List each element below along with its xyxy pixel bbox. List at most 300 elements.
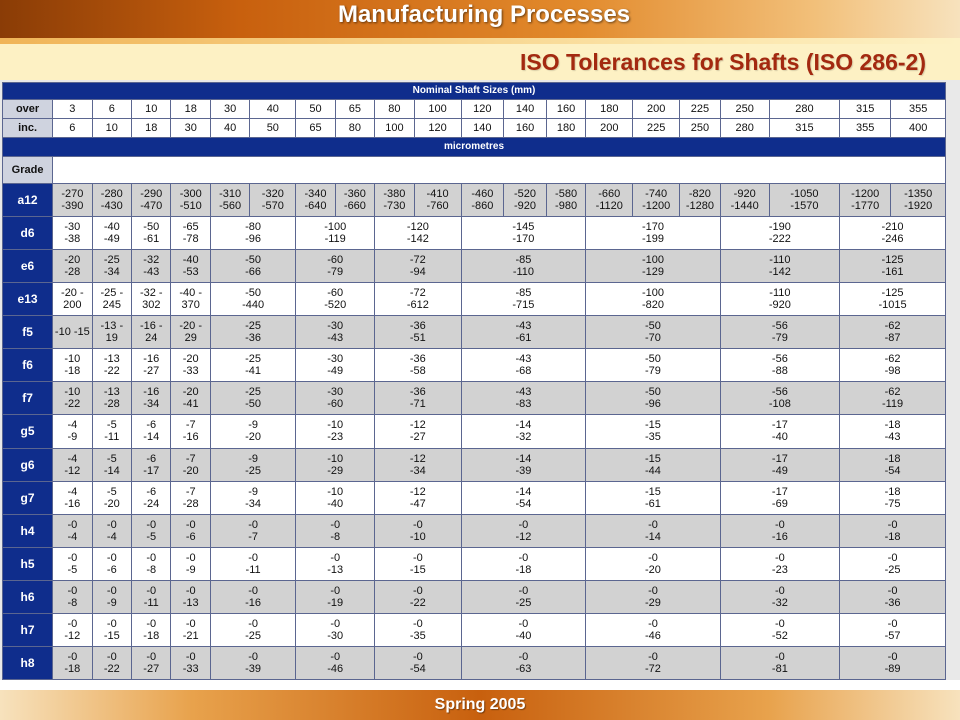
lower-deviation: -1015 [878,299,907,312]
lower-deviation: -20 [645,563,661,576]
tolerance-cell [171,448,210,481]
tolerance-cell [171,349,210,382]
lower-deviation: -129 [641,266,664,279]
size-header-row [3,83,946,100]
tolerance-cell [53,349,92,382]
over-value: 355 [891,100,946,119]
lower-deviation: -40 [327,497,344,510]
tolerance-cell [840,514,946,547]
tolerance-cell [375,481,461,514]
tolerance-cell [461,481,586,514]
lower-deviation: -13 [327,563,344,576]
upper-deviation: -740 [645,188,668,201]
lower-deviation: -25 [245,464,262,477]
grade-name: g7 [3,481,53,514]
tolerance-cell [171,217,210,250]
lower-deviation: -94 [409,266,426,279]
inc-value: 80 [335,119,374,138]
grade-header-row [3,157,946,184]
tolerance-cell [53,184,92,217]
tolerance-cell [132,250,171,283]
over-value: 315 [840,100,891,119]
lower-deviation: -53 [182,266,199,279]
lower-deviation: -560 [219,200,242,213]
upper-deviation: -0 [412,518,423,531]
lower-deviation: -4 [106,530,117,543]
tolerance-cell [586,547,720,580]
tolerance-cell [375,250,461,283]
tolerance-cell [92,514,131,547]
lower-deviation: -54 [884,464,901,477]
upper-deviation: -10 [64,386,81,399]
upper-deviation: -0 [648,551,658,564]
lower-deviation: -29 [645,596,661,609]
grade-name: h5 [3,547,53,580]
tolerance-cell [92,547,131,580]
tolerance-cell [92,250,131,283]
upper-deviation: -0 [106,551,117,564]
lower-deviation: -43 [884,431,901,444]
upper-deviation: -6 [146,452,157,465]
upper-deviation: -9 [248,419,258,432]
lower-deviation: -9 [185,563,196,576]
tolerance-cell [53,382,92,415]
tolerance-cell [296,646,375,679]
lower-deviation: -1200 [642,200,671,213]
upper-deviation: -56 [771,386,788,399]
lower-deviation: -96 [245,233,262,246]
upper-deviation: -0 [518,584,529,597]
tolerance-cell [840,646,946,679]
inc-value: 6 [53,119,92,138]
upper-deviation: -17 [771,419,788,432]
upper-deviation: -340 [304,188,327,201]
lower-deviation: -199 [641,233,664,246]
lower-deviation: -612 [406,299,429,312]
tolerance-cell [720,448,839,481]
tolerance-cell [132,547,171,580]
tolerance-cell [840,217,946,250]
upper-deviation: -0 [106,650,117,663]
lower-deviation: -60 [327,398,344,411]
upper-deviation: -36 [409,386,426,399]
lower-deviation: -8 [146,563,157,576]
over-value: 225 [680,100,721,119]
upper-deviation: -60 [327,287,344,300]
upper-deviation: -15 [645,485,661,498]
tolerance-cell [840,448,946,481]
upper-deviation: -50 [245,254,262,267]
tolerance-cell [720,547,839,580]
tolerance-cell [210,646,295,679]
over-value: 10 [132,100,171,119]
grade-name: f5 [3,316,53,349]
tolerance-cell [504,184,547,217]
lower-deviation: -16 [182,431,199,444]
lower-deviation: -11 [143,596,159,609]
tolerance-cell [210,316,295,349]
tolerance-cell [210,283,295,316]
lower-deviation: -430 [100,200,123,213]
tolerance-cell [53,283,92,316]
tolerance-cell [586,184,633,217]
lower-deviation: -71 [409,398,426,411]
lower-deviation: 29 [184,332,197,345]
lower-deviation: -8 [67,596,78,609]
tolerance-cell [296,514,375,547]
tolerance-cell [132,382,171,415]
tolerance-cell [296,283,375,316]
lower-deviation: -72 [645,662,661,675]
inc-value: 100 [375,119,414,138]
tolerance-cell [720,514,839,547]
tolerance-cell [53,448,92,481]
upper-deviation: -50 [645,320,661,333]
lower-deviation: -66 [245,266,262,279]
lower-deviation: -27 [143,365,160,378]
tolerance-cell [210,448,295,481]
lower-deviation: -88 [771,365,788,378]
tolerance-cell [840,382,946,415]
tolerance-cell [840,283,946,316]
upper-deviation: -580 [555,188,578,201]
tolerance-cell [461,316,586,349]
upper-deviation: -0 [330,518,341,531]
tolerance-cell [53,316,92,349]
tolerance-cell [586,415,720,448]
grade-name: d6 [3,217,53,250]
upper-deviation: -25 [103,254,120,267]
lower-deviation: -570 [261,200,284,213]
lower-deviation: -16 [64,497,81,510]
tolerance-cell [586,580,720,613]
upper-deviation: -50 [143,221,160,234]
tolerance-cell [461,349,586,382]
upper-deviation: -32 - [139,287,163,300]
upper-deviation: -0 [185,551,196,564]
upper-deviation: -25 [245,386,262,399]
grade-row [3,382,946,415]
lower-deviation: -32 [771,596,788,609]
tolerance-cell [375,283,461,316]
lower-deviation: -28 [64,266,81,279]
upper-deviation: -280 [100,188,123,201]
tolerance-cell [53,580,92,613]
upper-deviation: -0 [248,617,258,630]
lower-deviation: -27 [409,431,426,444]
tolerance-cell [680,184,721,217]
inc-value: 180 [546,119,585,138]
upper-deviation: -0 [146,518,157,531]
lower-deviation: -68 [515,365,532,378]
lower-deviation: -61 [645,497,661,510]
upper-deviation: -0 [412,650,423,663]
upper-deviation: -0 [67,518,78,531]
lower-deviation: -20 [245,431,262,444]
lower-deviation: -47 [409,497,426,510]
upper-deviation: -0 [648,584,658,597]
lower-deviation: -21 [182,629,199,642]
lower-deviation: -860 [471,200,494,213]
lower-deviation: -24 [143,497,160,510]
tolerance-cell [586,349,720,382]
upper-deviation: -0 [412,617,423,630]
over-value: 280 [769,100,839,119]
lower-deviation: -22 [409,596,426,609]
grade-row [3,316,946,349]
lower-deviation: -19 [327,596,344,609]
upper-deviation: -30 [327,386,344,399]
upper-deviation: -72 [409,287,426,300]
upper-deviation: -0 [412,551,423,564]
tolerance-cell [375,514,461,547]
tolerance-cell [461,613,586,646]
grade-row [3,448,946,481]
lower-deviation: 370 [181,299,200,312]
lower-deviation: -96 [645,398,661,411]
upper-deviation: -36 [409,353,426,366]
lower-deviation: -35 [409,629,426,642]
tolerance-cell [132,283,171,316]
tolerance-cell [586,316,720,349]
upper-deviation: -0 [106,617,117,630]
upper-deviation: -10 -15 [54,326,90,339]
lower-deviation: -715 [512,299,535,312]
lower-deviation: -1770 [851,200,880,213]
footer-text: Spring 2005 [434,696,526,713]
lower-deviation: -61 [515,332,532,345]
lower-deviation: -23 [327,431,344,444]
upper-deviation: -36 [409,320,426,333]
grade-name: g6 [3,448,53,481]
upper-deviation: -18 [884,419,901,432]
upper-deviation: -85 [515,254,532,267]
tolerance-cell [461,547,586,580]
lower-deviation: -78 [182,233,199,246]
lower-deviation: -40 [771,431,788,444]
lower-deviation: -36 [245,332,262,345]
tolerance-cell [210,349,295,382]
lower-deviation: -161 [881,266,904,279]
grade-name: e13 [3,283,53,316]
tolerance-cell [586,250,720,283]
lower-deviation: -44 [645,464,661,477]
grade-row [3,349,946,382]
lower-deviation: -98 [884,365,901,378]
upper-deviation: -4 [67,452,78,465]
over-row [3,100,946,119]
upper-deviation: -16 [143,353,160,366]
tolerance-cell [461,382,586,415]
tolerance-cell [296,184,335,217]
upper-deviation: -660 [598,188,621,201]
upper-deviation: -6 [146,419,157,432]
tolerance-cell [132,217,171,250]
tolerance-cell [720,250,839,283]
tolerance-cell [132,514,171,547]
tolerance-cell [375,217,461,250]
tolerance-cell [210,250,295,283]
upper-deviation: -62 [884,320,901,333]
tolerance-cell [296,580,375,613]
tolerance-cell [92,316,131,349]
lower-deviation: -22 [103,662,120,675]
tolerance-cell [840,250,946,283]
tolerance-cell [375,349,461,382]
inc-value: 250 [680,119,721,138]
tolerance-cell [210,580,295,613]
tolerance-cell [720,316,839,349]
grade-label: Grade [3,157,53,184]
lower-deviation: -20 [103,497,120,510]
lower-deviation: -58 [409,365,426,378]
tolerance-cell [171,250,210,283]
lower-deviation: -15 [409,563,426,576]
tolerance-cell [92,481,131,514]
upper-deviation: -0 [185,584,196,597]
tolerance-cell [461,514,586,547]
upper-deviation: -7 [185,419,196,432]
lower-deviation: -5 [67,563,78,576]
upper-deviation: -360 [343,188,366,201]
lower-deviation: -222 [768,233,791,246]
lower-deviation: -119 [324,233,346,246]
upper-deviation: -520 [514,188,537,201]
upper-deviation: -0 [887,617,898,630]
upper-deviation: -5 [106,452,117,465]
grade-name: h4 [3,514,53,547]
lower-deviation: -33 [182,365,199,378]
over-value: 250 [720,100,769,119]
upper-deviation: -5 [106,485,117,498]
lower-deviation: -920 [768,299,791,312]
upper-deviation: -110 [769,254,791,267]
upper-deviation: -17 [771,485,788,498]
lower-deviation: -28 [103,398,120,411]
tolerance-table [2,82,946,680]
upper-deviation: -43 [515,386,532,399]
tolerance-cell [375,448,461,481]
upper-deviation: -14 [515,419,532,432]
lower-deviation: -6 [106,563,117,576]
tolerance-cell [132,481,171,514]
grade-name: h8 [3,646,53,679]
upper-deviation: -0 [248,518,258,531]
tolerance-cell [375,547,461,580]
upper-deviation: -0 [248,551,258,564]
lower-deviation: -18 [64,662,81,675]
lower-deviation: -22 [103,365,120,378]
upper-deviation: -72 [409,254,426,267]
inc-value: 40 [210,119,249,138]
lower-deviation: -41 [245,365,262,378]
lower-deviation: -11 [104,431,120,444]
tolerance-cell [461,448,586,481]
tolerance-cell [210,547,295,580]
upper-deviation: -0 [887,551,898,564]
upper-deviation: -0 [412,584,423,597]
upper-deviation: -0 [887,518,898,531]
upper-deviation: -120 [406,221,429,234]
lower-deviation: -34 [409,464,426,477]
tolerance-cell [132,646,171,679]
upper-deviation: -43 [515,320,532,333]
upper-deviation: -0 [774,584,785,597]
upper-deviation: -7 [185,452,196,465]
inc-value: 120 [414,119,461,138]
lower-deviation: -25 [884,563,901,576]
grade-row [3,613,946,646]
upper-deviation: -110 [769,287,791,300]
inc-value: 50 [250,119,296,138]
lower-deviation: -170 [512,233,535,246]
inc-value: 315 [769,119,839,138]
upper-deviation: -0 [106,584,117,597]
tolerance-cell [633,184,680,217]
upper-deviation: -30 [327,320,344,333]
tolerance-cell [296,250,375,283]
tolerance-cell [375,316,461,349]
tolerance-cell [296,481,375,514]
tolerance-cell [132,349,171,382]
lower-deviation: -6 [185,530,196,543]
lower-deviation: -8 [330,530,341,543]
upper-deviation: -0 [774,617,785,630]
upper-deviation: -50 [645,386,661,399]
tolerance-cell [720,415,839,448]
grade-row [3,415,946,448]
lower-deviation: -34 [245,497,262,510]
upper-deviation: -0 [330,551,341,564]
upper-deviation: -40 [103,221,120,234]
over-value: 50 [296,100,335,119]
tolerance-cell [92,283,131,316]
upper-deviation: -100 [324,221,347,234]
upper-deviation: -85 [515,287,532,300]
upper-deviation: -13 - [100,320,124,333]
tolerance-cell [375,382,461,415]
tolerance-cell [586,481,720,514]
lower-deviation: -54 [409,662,426,675]
upper-deviation: -18 [884,452,901,465]
upper-deviation: -14 [515,452,532,465]
lower-deviation: -63 [515,662,532,675]
tolerance-cell [210,184,249,217]
grade-row [3,250,946,283]
lower-deviation: -39 [515,464,532,477]
upper-deviation: -0 [330,584,341,597]
tolerance-cell [210,613,295,646]
lower-deviation: -70 [645,332,661,345]
over-value: 40 [250,100,296,119]
over-value: 160 [546,100,585,119]
lower-deviation: -29 [327,464,344,477]
lower-deviation: -38 [64,233,81,246]
grade-name: h7 [3,613,53,646]
tolerance-cell [132,580,171,613]
tolerance-cell [840,349,946,382]
lower-deviation: -25 [515,596,532,609]
upper-deviation: -0 [774,650,785,663]
lower-deviation: -820 [641,299,664,312]
tolerance-cell [92,613,131,646]
upper-deviation: -1200 [851,188,880,201]
inc-value: 280 [720,119,769,138]
lower-deviation: -920 [514,200,537,213]
tolerance-cell [375,580,461,613]
lower-deviation: -12 [64,629,81,642]
unit-header: micrometres [3,138,946,157]
